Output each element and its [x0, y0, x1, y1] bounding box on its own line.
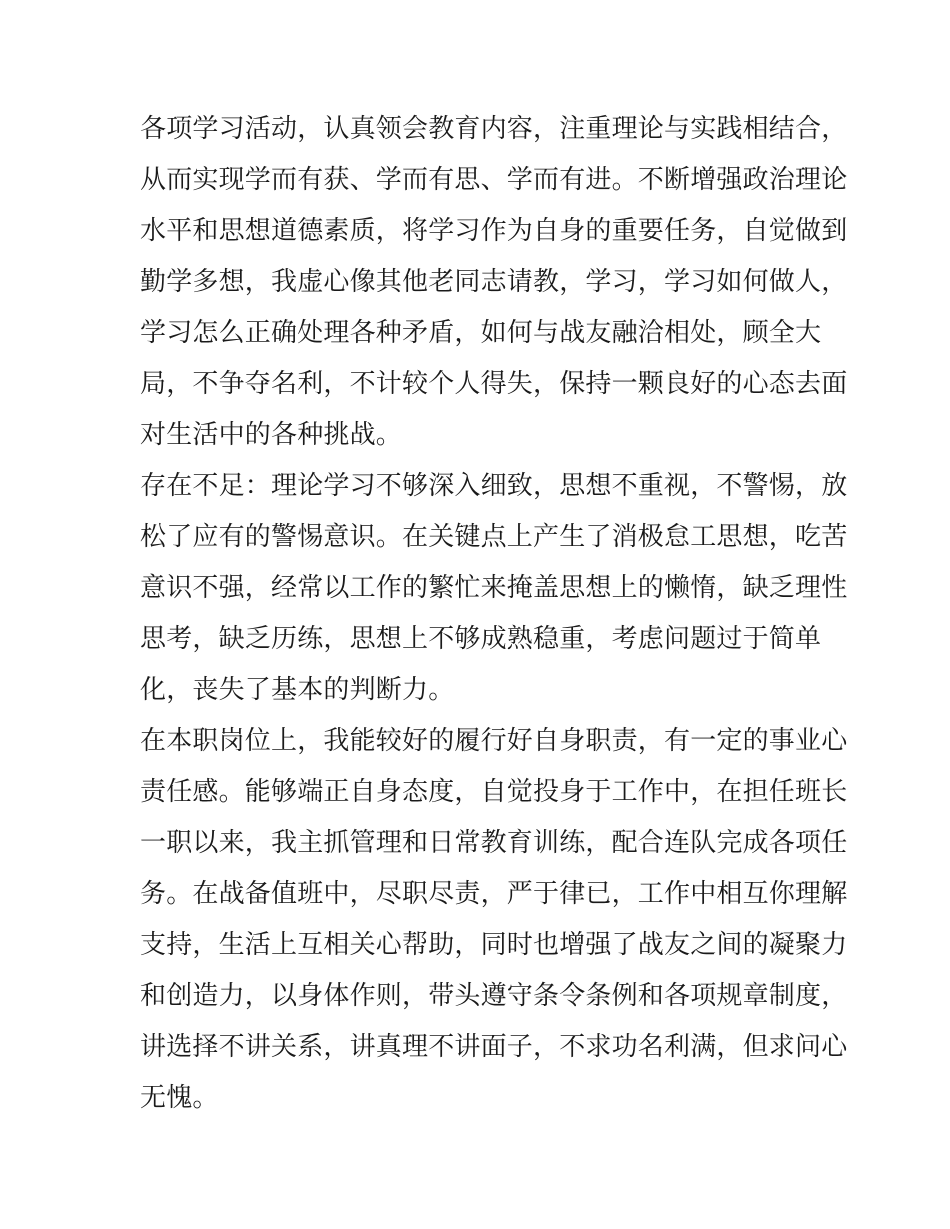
text-line: 勤学多想，我虚心像其他老同志请教，学习，学习如何做人，: [140, 267, 848, 297]
text-line: 讲选择不讲关系，讲真理不讲面子，不求功名利满，但求问心: [140, 1032, 848, 1062]
document-body: [140, 104, 848, 1124]
text-line: 务。在战备值班中，尽职尽责，严于律已，工作中相互你理解: [140, 879, 848, 909]
text-line: 意识不强，经常以工作的繁忙来掩盖思想上的懒惰，缺乏理性: [140, 573, 848, 603]
text-line: 学习怎么正确处理各种矛盾，如何与战友融洽相处，顾全大: [140, 318, 822, 348]
text-line: 和创造力，以身体作则，带头遵守条令条例和各项规章制度，: [140, 981, 848, 1011]
text-line: 局，不争夺名利，不计较个人得失，保持一颗良好的心态去面: [140, 369, 848, 399]
text-line: 化，丧失了基本的判断力。: [140, 675, 455, 705]
text-line: 支持，生活上互相关心帮助，同时也增强了战友之间的凝聚力: [140, 930, 848, 960]
text-line: 水平和思想道德素质，将学习作为自身的重要任务，自觉做到: [140, 216, 848, 246]
text-line: 对生活中的各种挑战。: [140, 420, 403, 450]
text-line: 无愧。: [140, 1083, 219, 1113]
text-line: 责任感。能够端正自身态度，自觉投身于工作中，在担任班长: [140, 777, 848, 807]
text-line: 在本职岗位上，我能较好的履行好自身职责，有一定的事业心: [140, 726, 848, 756]
text-line: 松了应有的警惕意识。在关键点上产生了消极怠工思想，吃苦: [140, 522, 848, 552]
text-line: 各项学习活动，认真领会教育内容，注重理论与实践相结合，: [140, 114, 848, 144]
text-line: 思考，缺乏历练，思想上不够成熟稳重，考虑问题过于简单: [140, 624, 822, 654]
text-line: 从而实现学而有获、学而有思、学而有进。不断增强政治理论: [140, 165, 848, 195]
text-line: 存在不足：理论学习不够深入细致，思想不重视，不警惕，放: [140, 471, 848, 501]
text-line: 一职以来，我主抓管理和日常教育训练，配合连队完成各项任: [140, 828, 848, 858]
